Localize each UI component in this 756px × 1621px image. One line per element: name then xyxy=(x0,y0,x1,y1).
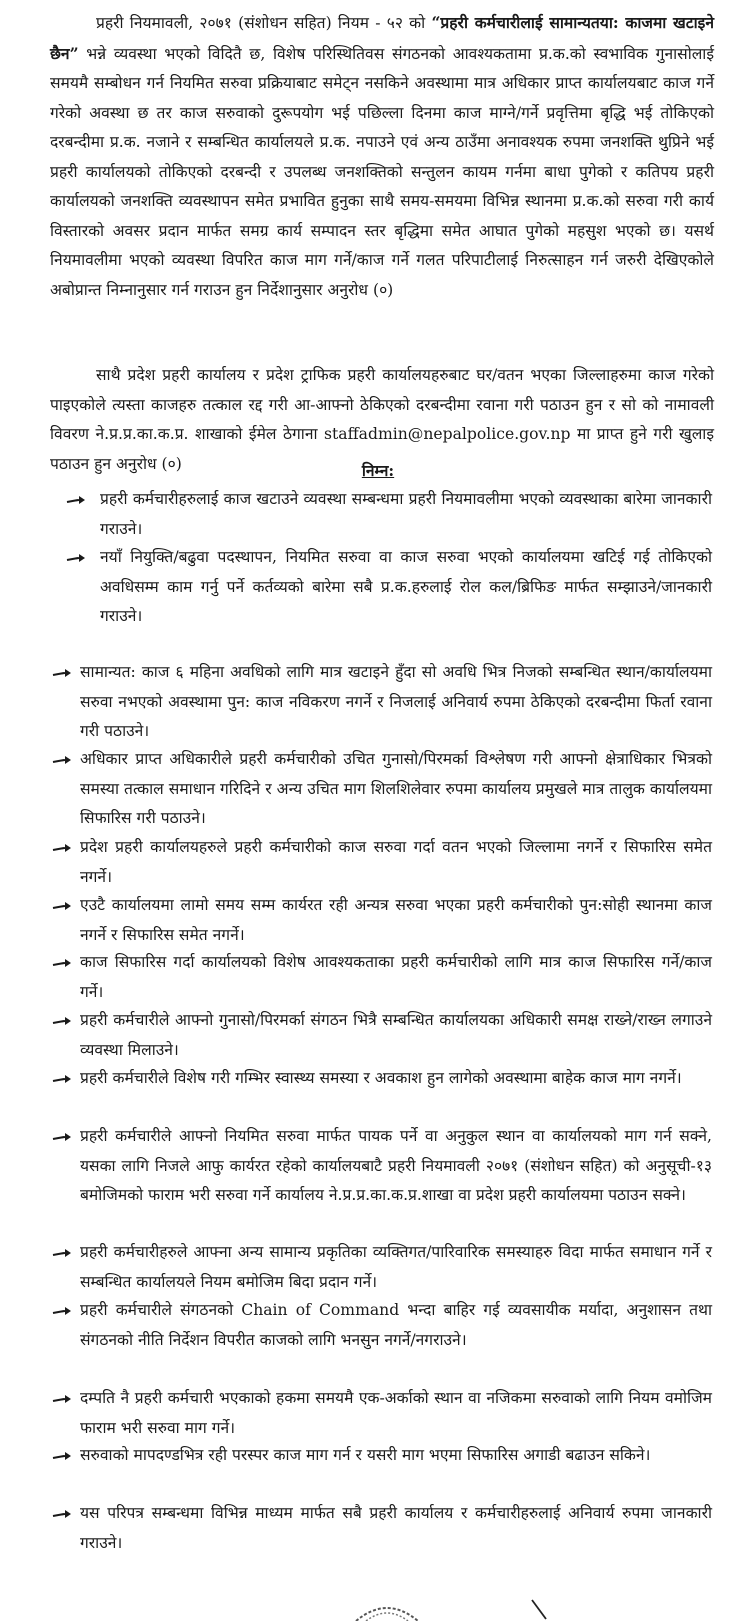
list-item: सामान्यत: काज ६ महिना अवधिको लागि मात्र खटाइने हुँदा सो अवधि भित्र निजको सम्बन्धित स्थान/कार्यालयमा सरुवा नभएको अवस्थामा पुन: काज नविकरण नगर्ने र निजलाई अनिवार्य रुपमा ठेकिएको दरबन्दीमा फिर्ता रवाना गरी पठाउने। xyxy=(80,663,713,740)
section-heading: निम्न: xyxy=(361,461,395,480)
list-item: यस परिपत्र सम्बन्धमा विभिन्न माध्यम मार्फत सबै प्रहरी कार्यालय र कर्मचारीहरुलाई अनिवार्य रुपमा जानकारी गराउने। xyxy=(80,1504,712,1552)
list-item: प्रदेश प्रहरी कार्यालयहरुले प्रहरी कर्मचारीको काज सरुवा गर्दा वतन भएको जिल्लामा नगर्ने र सिफारिस समेत नगर्ने। xyxy=(80,838,712,886)
arrow-bullet-icon xyxy=(52,900,72,912)
list-item: सरुवाको मापदण्डभित्र रही परस्पर काज माग गर्न र यसरी माग भएमा सिफारिस अगाडी बढाउन सकिने। xyxy=(80,1446,651,1464)
list-item: प्रहरी कर्मचारीले विशेष गरी गम्भिर स्वास्थ्य समस्या र अवकाश हुन लागेको अवस्थामा बाहेक काज माग नगर्ने। xyxy=(80,1069,682,1087)
intro-paragraph-2: साथै प्रदेश प्रहरी कार्यालय र प्रदेश ट्राफिक प्रहरी कार्यालयहरुबाट घर/वतन भएका जिल्लाहरुमा काज गरेको पाइएकोले त्यस्ता काजहरु तत्काल रद्द गरी आ-आफ्नो ठेकिएको दरबन्दीमा रवाना गरी पठाउन हुन र सो को नामावली विवरण ने.प्र.प्र.का.क.प्र. शाखाको ईमेल ठेगाना staffadmin@nepalpolice.gov.np मा प्राप्त हुने गरी खुलाइ पठाउन हुन अनुरोध (०) xyxy=(50,366,714,473)
list-item: अधिकार प्राप्त अधिकारीले प्रहरी कर्मचारीको उचित गुनासो/पिरमर्का विश्लेषण गरी आफ्नो क्षेत्राधिकार भित्रको समस्या तत्काल समाधान गरिदिने र अन्य उचित माग शिलशिलेवार रुपमा कार्यालय प्रमुखले मात्र तालुक कार्यालयमा सिफारिस गरी पठाउने। xyxy=(80,750,712,827)
arrow-bullet-icon xyxy=(52,1015,72,1027)
list-item: प्रहरी कर्मचारीहरुलाई काज खटाउने व्यवस्था सम्बन्धमा प्रहरी नियमावलीमा भएको व्यवस्थाका बारेमा जानकारी गराउने। xyxy=(100,490,712,538)
arrow-bullet-icon xyxy=(52,667,72,679)
list-item: प्रहरी कर्मचारीले संगठनको Chain of Command भन्दा बाहिर गई व्यवसायीक मर्यादा, अनुशासन तथा संगठनको नीति निर्देशन विपरीत काजको लागि भनसुन नगर्ने/नगराउने। xyxy=(80,1301,712,1349)
list-item: दम्पति नै प्रहरी कर्मचारी भएकाको हकमा समयमै एक-अर्काको स्थान वा नजिकमा सरुवाको लागि नियम वमोजिम फाराम भरी सरुवा माग गर्ने। xyxy=(80,1389,712,1437)
arrow-bullet-icon xyxy=(52,1131,72,1143)
list-item: प्रहरी कर्मचारीले आफ्नो गुनासो/पिरमर्का संगठन भित्रै सम्बन्धित कार्यालयका अधिकारी समक्ष राख्ने/राख्न लगाउने व्यवस्था मिलाउने। xyxy=(80,1011,712,1059)
arrow-bullet-icon xyxy=(52,1305,72,1317)
list-item: नयाँ नियुक्ति/बढुवा पदस्थापन, नियमित सरुवा वा काज सरुवा भएको कार्यालयमा खटिई गई तोकिएको अवधिसम्म काम गर्नु पर्ने कर्तव्यको बारेमा सबै प्र.क.हरुलाई रोल कल/ब्रिफिङ मार्फत सम्झाउने/जानकारी गराउने। xyxy=(100,548,712,625)
list-item: प्रहरी कर्मचारीहरुले आफ्ना अन्य सामान्य प्रकृतिका व्यक्तिगत/पारिवारिक समस्याहरु विदा मार्फत समाधान गर्ने र सम्बन्धित कार्यालयले नियम बमोजिम बिदा प्रदान गर्ने। xyxy=(80,1243,712,1291)
arrow-bullet-icon xyxy=(52,1450,72,1462)
arrow-bullet-icon xyxy=(66,494,86,506)
arrow-bullet-icon xyxy=(52,842,72,854)
list-item: एउटै कार्यालयमा लामो समय सम्म कार्यरत रही अन्यत्र सरुवा भएका प्रहरी कर्मचारीको पुन:सोही स्थानमा काज नगर्ने र सिफारिस समेत नगर्ने। xyxy=(80,896,712,944)
arrow-bullet-icon xyxy=(52,957,72,969)
arrow-bullet-icon xyxy=(52,1508,72,1520)
rule-quote: “प्रहरी कर्मचारीलाई सामान्यतया: काजमा खटाइने छैन” xyxy=(50,13,714,63)
arrow-bullet-icon xyxy=(52,754,72,766)
list-item: काज सिफारिस गर्दा कार्यालयको विशेष आवश्यकताका प्रहरी कर्मचारीको लागि मात्र काज सिफारिस गर्ने/काज गर्ने। xyxy=(80,953,712,1001)
arrow-bullet-icon xyxy=(66,552,86,564)
arrow-bullet-icon xyxy=(52,1393,72,1405)
signature-stroke-icon xyxy=(530,1598,550,1621)
intro-paragraph-1: प्रहरी नियमावली, २०७१ (संशोधन सहित) नियम - ५२ को “प्रहरी कर्मचारीलाई सामान्यतया: काजमा खटाइने छैन” भन्ने व्यवस्था भएको विदितै छ, विशेष परिस्थितिवस संगठनको आवश्यकतामा प्र.क.को स्वभाविक गुनासोलाई समयमै सम्बोधन गर्न नियमित सरुवा प्रक्रियाबाट समेट्न नसकिने अवस्थामा मात्र अधिकार प्राप्त कार्यालयबाट काज गर्ने गरेको अवस्था छ तर काज सरुवाको दुरूपयोग भई पछिल्ला दिनमा काज माग्ने/गर्ने प्रवृत्तिमा बृद्धि भई तोकिएको दरबन्दीमा प्र.क. नजाने र सम्बन्धित कार्यालयले प्र.क. नपाउने एवं अन्य ठाउँमा अनावश्यक रुपमा जनशक्ति थुप्रिने भई प्रहरी कार्यालयको तोकिएको दरबन्दी र उपलब्ध जनशक्तिको सन्तुलन कायम गर्नमा बाधा पुगेको र कतिपय प्रहरी कार्यालयको जनशक्ति व्यवस्थापन समेत प्रभावित हुनुका साथै समय-समयमा विभिन्न स्थानमा प्र.क.को सरुवा गरी कार्य विस्तारको अवसर प्रदान मार्फत समग्र कार्य सम्पादन स्तर बृद्धिमा समेत आघात पुगेको महसुश भएको छ। यसर्थ नियमावलीमा भएको व्यवस्था विपरित काज माग गर्ने/काज गर्ने गलत परिपाटीलाई निरुत्साहन गर्न जरुरी देखिएकोले अबोप्रान्त निम्नानुसार गर्न गराउन हुन निर्देशानुसार अनुरोध (०) xyxy=(50,13,714,299)
arrow-bullet-icon xyxy=(52,1247,72,1259)
arrow-bullet-icon xyxy=(52,1073,72,1085)
office-seal-icon xyxy=(352,1603,422,1621)
list-item: प्रहरी कर्मचारीले आफ्नो नियमित सरुवा मार्फत पायक पर्ने वा अनुकुल स्थान वा कार्यालयको माग गर्न सक्ने, यसका लागि निजले आफु कार्यरत रहेको कार्यालयबाटै प्रहरी नियमावली २०७१ (संशोधन सहित) को अनुसूची-१३ बमोजिमको फाराम भरी सरुवा गर्ने कार्यालय ने.प्र.प्र.का.क.प्र.शाखा वा प्रदेश प्रहरी कार्यालयमा पठाउन सक्ने। xyxy=(80,1127,712,1204)
